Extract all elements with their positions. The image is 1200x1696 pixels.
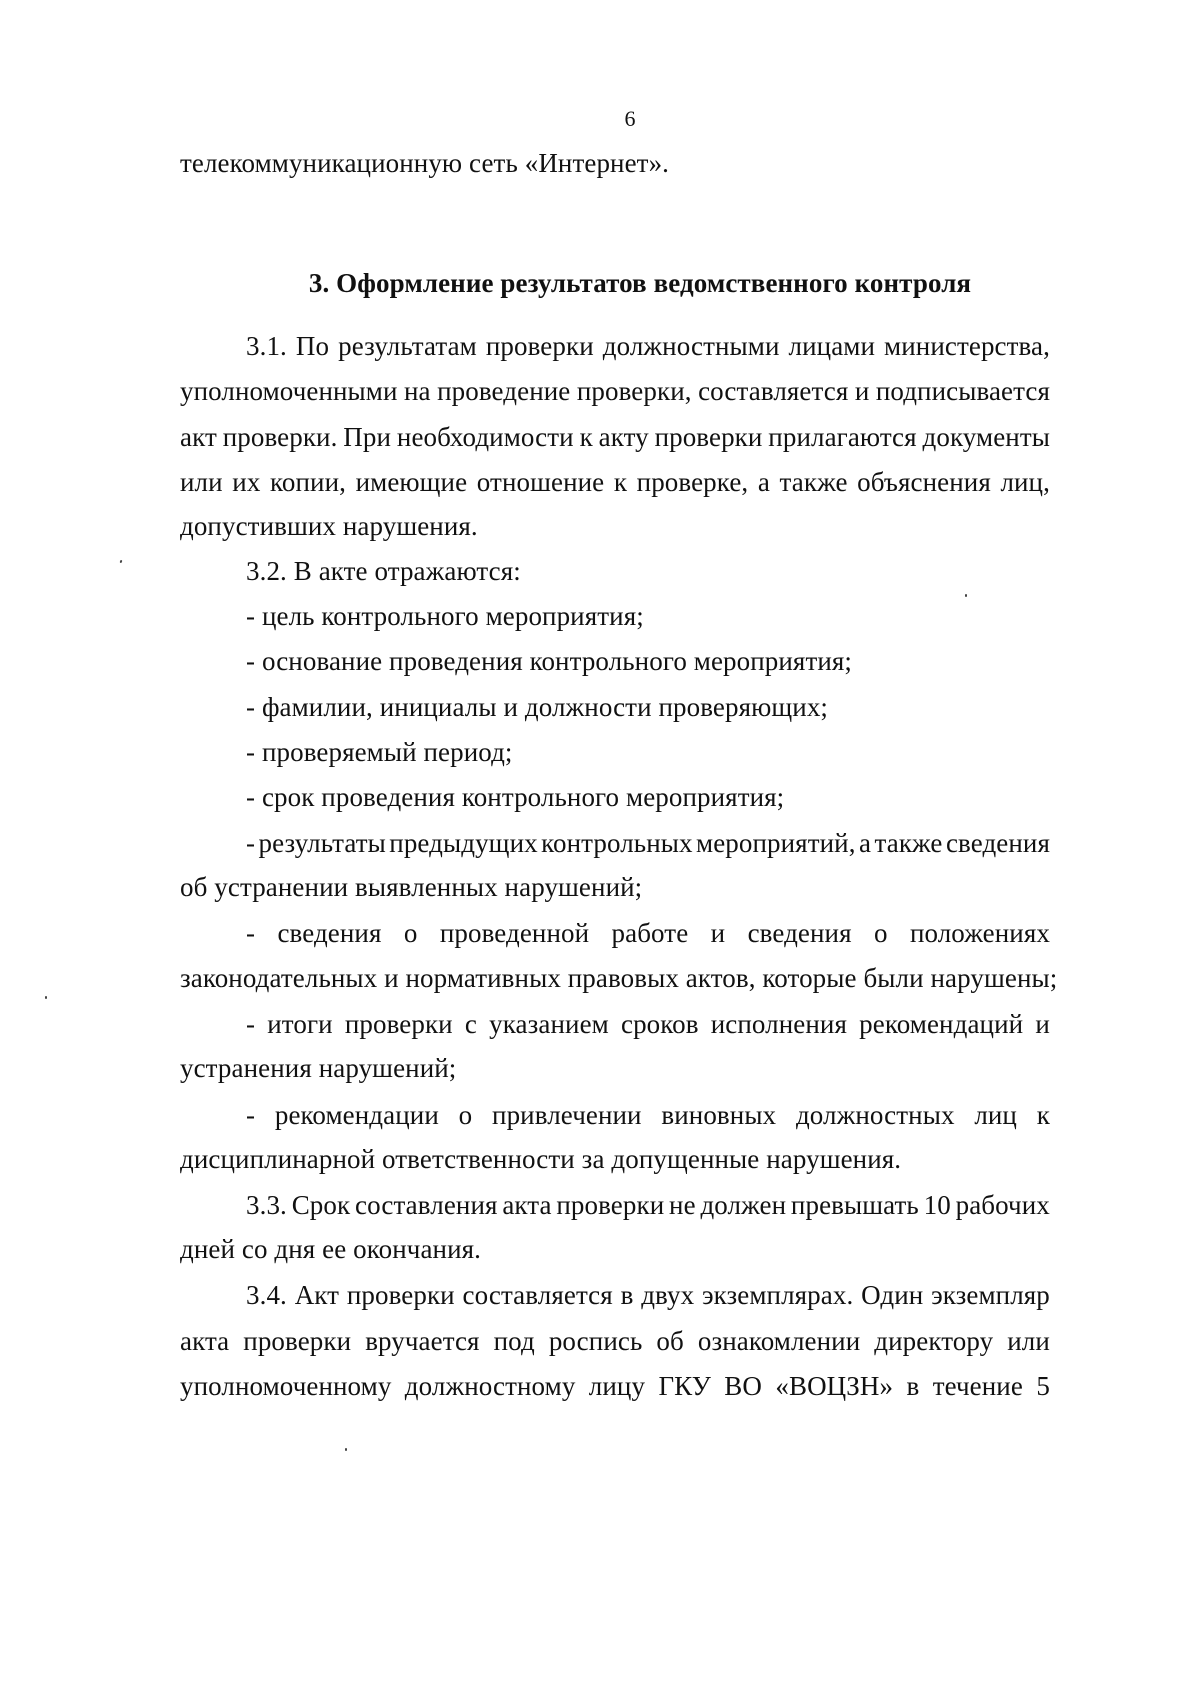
p34-line-1 bbox=[246, 1282, 1050, 1309]
p34-line-1-text-word: составляется bbox=[462, 1280, 613, 1310]
p34-line-1-text-word: Один bbox=[861, 1280, 924, 1310]
list-item-text-word: - bbox=[246, 828, 256, 858]
p33-line-1-text-word: превышать bbox=[790, 1190, 919, 1220]
p31-line-4-text-word: также bbox=[779, 467, 848, 497]
p34-line-1-text-word: в bbox=[620, 1280, 634, 1310]
p31-line-3-text-word: проверки. bbox=[222, 422, 338, 452]
scan-speck bbox=[345, 1448, 347, 1451]
p31-line-5: допустивших нарушения. bbox=[180, 511, 478, 541]
list-item-text-word: указанием bbox=[489, 1009, 609, 1039]
p34-line-1-text-word: Акт bbox=[294, 1280, 340, 1310]
p32-intro: 3.2. В акте отражаются: bbox=[246, 556, 521, 586]
p31-line-4-text-word: проверке, bbox=[636, 467, 749, 497]
p31-line-2 bbox=[180, 378, 1050, 405]
p34-line-3-text-word: в bbox=[906, 1371, 920, 1401]
p34-line-2-text-word: под bbox=[493, 1326, 535, 1356]
list-item-text-word: предыдущих bbox=[389, 828, 538, 858]
list-item-text-word: с bbox=[464, 1009, 477, 1039]
p31-line-4-text-word: отношение bbox=[476, 467, 605, 497]
p31-line-3 bbox=[180, 424, 1050, 451]
p34-line-1-text-word: экземпляр bbox=[931, 1280, 1050, 1310]
p31-line-1-text-word: должностными bbox=[602, 331, 780, 361]
list-item-text-word: о bbox=[873, 918, 888, 948]
list-item-text-word: результаты bbox=[258, 828, 386, 858]
p31-line-2-text-word: подписывается bbox=[875, 376, 1050, 406]
p31-line-4-text-word: или bbox=[180, 467, 223, 497]
list-item-text-word: - bbox=[246, 1100, 256, 1130]
list-item-text-word: сроков bbox=[621, 1009, 699, 1039]
p34-line-3-text-word: уполномоченному bbox=[180, 1371, 392, 1401]
p33-line-1-text-word: не bbox=[669, 1190, 696, 1220]
p31-line-2-text-word: на bbox=[404, 376, 431, 406]
p34-line-2-text-word: роспись bbox=[548, 1326, 643, 1356]
p31-line-4 bbox=[180, 469, 1050, 496]
list-item-text-word: проведенной bbox=[439, 918, 590, 948]
p33-line-1-text-word: составления bbox=[355, 1190, 498, 1220]
p34-line-3-text-word: «ВОЦЗН» bbox=[775, 1371, 894, 1401]
p31-line-1-text-word: 3.1. bbox=[246, 331, 287, 361]
p33-line-1-text-word: должен bbox=[700, 1190, 787, 1220]
p34-line-2-text-word: вручается bbox=[365, 1326, 480, 1356]
p34-line-3-text-word: ВО bbox=[724, 1371, 763, 1401]
p31-line-2-text-word: уполномоченными bbox=[180, 376, 398, 406]
p34-line-1-text-word: двух bbox=[641, 1280, 695, 1310]
p31-line-3-text-word: документы bbox=[922, 422, 1050, 452]
p34-line-2 bbox=[180, 1328, 1050, 1355]
list-item: - фамилии, инициалы и должности проверяющих; bbox=[246, 692, 829, 722]
continuation-line: телекоммуникационную сеть «Интернет». bbox=[180, 148, 670, 178]
p31-line-3-text-word: акту bbox=[598, 422, 649, 452]
list-item-text-word: работе bbox=[611, 918, 689, 948]
p33-line-1-text-word: рабочих bbox=[955, 1190, 1050, 1220]
p31-line-4-text-word: копии, bbox=[270, 467, 346, 497]
p33-line-1-text-word: 10 bbox=[923, 1190, 951, 1220]
p31-line-3-text-word: акт bbox=[180, 422, 217, 452]
list-item-text-word: исполнения bbox=[710, 1009, 848, 1039]
p34-line-2-text-word: об bbox=[656, 1326, 684, 1356]
list-item bbox=[246, 920, 1050, 947]
list-item bbox=[246, 830, 1050, 857]
p34-line-3-text-word: течение bbox=[932, 1371, 1023, 1401]
list-item-continuation: устранения нарушений; bbox=[180, 1053, 457, 1083]
p34-line-2-text-word: акта bbox=[180, 1326, 230, 1356]
p31-line-3-text-word: прилагаются bbox=[768, 422, 917, 452]
p33-line-1-text-word: Срок bbox=[291, 1190, 351, 1220]
list-item: - основание проведения контрольного мероприятия; bbox=[246, 646, 853, 676]
list-item-text-word: сведения bbox=[945, 828, 1050, 858]
list-item-text-word: итоги bbox=[267, 1009, 333, 1039]
page-number: 6 bbox=[624, 106, 636, 131]
p34-line-1-text-word: 3.4. bbox=[246, 1280, 287, 1310]
list-item-text-word: проверки bbox=[344, 1009, 453, 1039]
list-item: - срок проведения контрольного мероприятия; bbox=[246, 782, 785, 812]
list-item-text-word: о bbox=[458, 1100, 473, 1130]
list-item-text-word: и bbox=[1035, 1009, 1050, 1039]
p31-line-3-text-word: необходимости bbox=[396, 422, 574, 452]
p33-line-1-text-word: проверки bbox=[556, 1190, 665, 1220]
p31-line-1-text-word: лицами bbox=[788, 331, 876, 361]
p34-line-3-text-word: должностному bbox=[404, 1371, 576, 1401]
p31-line-3-text-word: При bbox=[343, 422, 392, 452]
list-item-text-word: к bbox=[1036, 1100, 1050, 1130]
p34-line-3-text-word: ГКУ bbox=[658, 1371, 711, 1401]
p33-line-1-text-word: акта bbox=[502, 1190, 552, 1220]
p31-line-2-text-word: составляется bbox=[698, 376, 849, 406]
scan-speck bbox=[965, 594, 967, 597]
p31-line-2-text-word: проведение bbox=[437, 376, 571, 406]
p31-line-1 bbox=[246, 333, 1050, 360]
p34-line-2-text-word: ознакомлении bbox=[697, 1326, 861, 1356]
list-item-text-word: и bbox=[710, 918, 726, 948]
list-item-continuation: об устранении выявленных нарушений; bbox=[180, 872, 643, 902]
p33-line-1 bbox=[246, 1192, 1050, 1219]
p31-line-3-text-word: к bbox=[579, 422, 593, 452]
p31-line-3-text-word: проверки bbox=[654, 422, 763, 452]
p31-line-4-text-word: к bbox=[613, 467, 628, 497]
p34-line-1-text-word: проверки bbox=[346, 1280, 455, 1310]
scan-speck bbox=[45, 996, 47, 999]
p31-line-4-text-word: имеющие bbox=[355, 467, 468, 497]
list-item-text-word: положениях bbox=[909, 918, 1050, 948]
p31-line-2-text-word: и bbox=[854, 376, 870, 406]
list-item-text-word: сведения bbox=[277, 918, 382, 948]
list-item-continuation: законодательных и нормативных правовых актов, которые были нарушены; bbox=[180, 963, 1058, 993]
p34-line-2-text-word: директору bbox=[874, 1326, 994, 1356]
list-item-text-word: рекомендации bbox=[274, 1100, 439, 1130]
list-item-text-word: также bbox=[874, 828, 943, 858]
p34-line-3-text-word: лицу bbox=[588, 1371, 646, 1401]
p34-line-2-text-word: или bbox=[1007, 1326, 1050, 1356]
p34-line-1-text-word: экземплярах. bbox=[701, 1280, 854, 1310]
scan-speck bbox=[120, 560, 123, 564]
p31-line-1-text-word: По bbox=[295, 331, 330, 361]
list-item-text-word: контрольных bbox=[541, 828, 693, 858]
list-item-text-word: - bbox=[246, 1009, 256, 1039]
p31-line-1-text-word: проверки bbox=[485, 331, 594, 361]
p31-line-4-text-word: объяснения bbox=[857, 467, 991, 497]
p31-line-1-text-word: результатам bbox=[338, 331, 477, 361]
list-item: - проверяемый период; bbox=[246, 737, 513, 767]
p33-line-1-text-word: 3.3. bbox=[246, 1190, 287, 1220]
list-item-text-word: должностных bbox=[795, 1100, 955, 1130]
list-item-text-word: лиц bbox=[974, 1100, 1017, 1130]
list-item: - цель контрольного мероприятия; bbox=[246, 601, 644, 631]
list-item-text-word: привлечении bbox=[492, 1100, 642, 1130]
list-item-continuation: дисциплинарной ответственности за допущенные нарушения. bbox=[180, 1144, 902, 1174]
list-item bbox=[246, 1011, 1050, 1038]
p34-line-2-text-word: проверки bbox=[243, 1326, 352, 1356]
p31-line-2-text-word: проверки, bbox=[576, 376, 692, 406]
p33-line-2: дней со дня ее окончания. bbox=[180, 1234, 482, 1264]
list-item-text-word: виновных bbox=[661, 1100, 777, 1130]
p31-line-4-text-word: их bbox=[232, 467, 261, 497]
list-item-text-word: о bbox=[403, 918, 418, 948]
list-item-text-word: мероприятий, bbox=[696, 828, 856, 858]
list-item bbox=[246, 1102, 1050, 1129]
list-item-text-word: сведения bbox=[747, 918, 852, 948]
p34-line-3-text-word: 5 bbox=[1036, 1371, 1050, 1401]
p31-line-4-text-word: лиц, bbox=[1000, 467, 1050, 497]
p31-line-1-text-word: министерства, bbox=[884, 331, 1050, 361]
p31-line-4-text-word: а bbox=[757, 467, 770, 497]
section-heading: 3. Оформление результатов ведомственного контроля bbox=[308, 268, 972, 298]
list-item-text-word: а bbox=[858, 828, 872, 858]
list-item-text-word: - bbox=[246, 918, 256, 948]
list-item-text-word: рекомендаций bbox=[859, 1009, 1024, 1039]
p34-line-3 bbox=[180, 1373, 1050, 1400]
